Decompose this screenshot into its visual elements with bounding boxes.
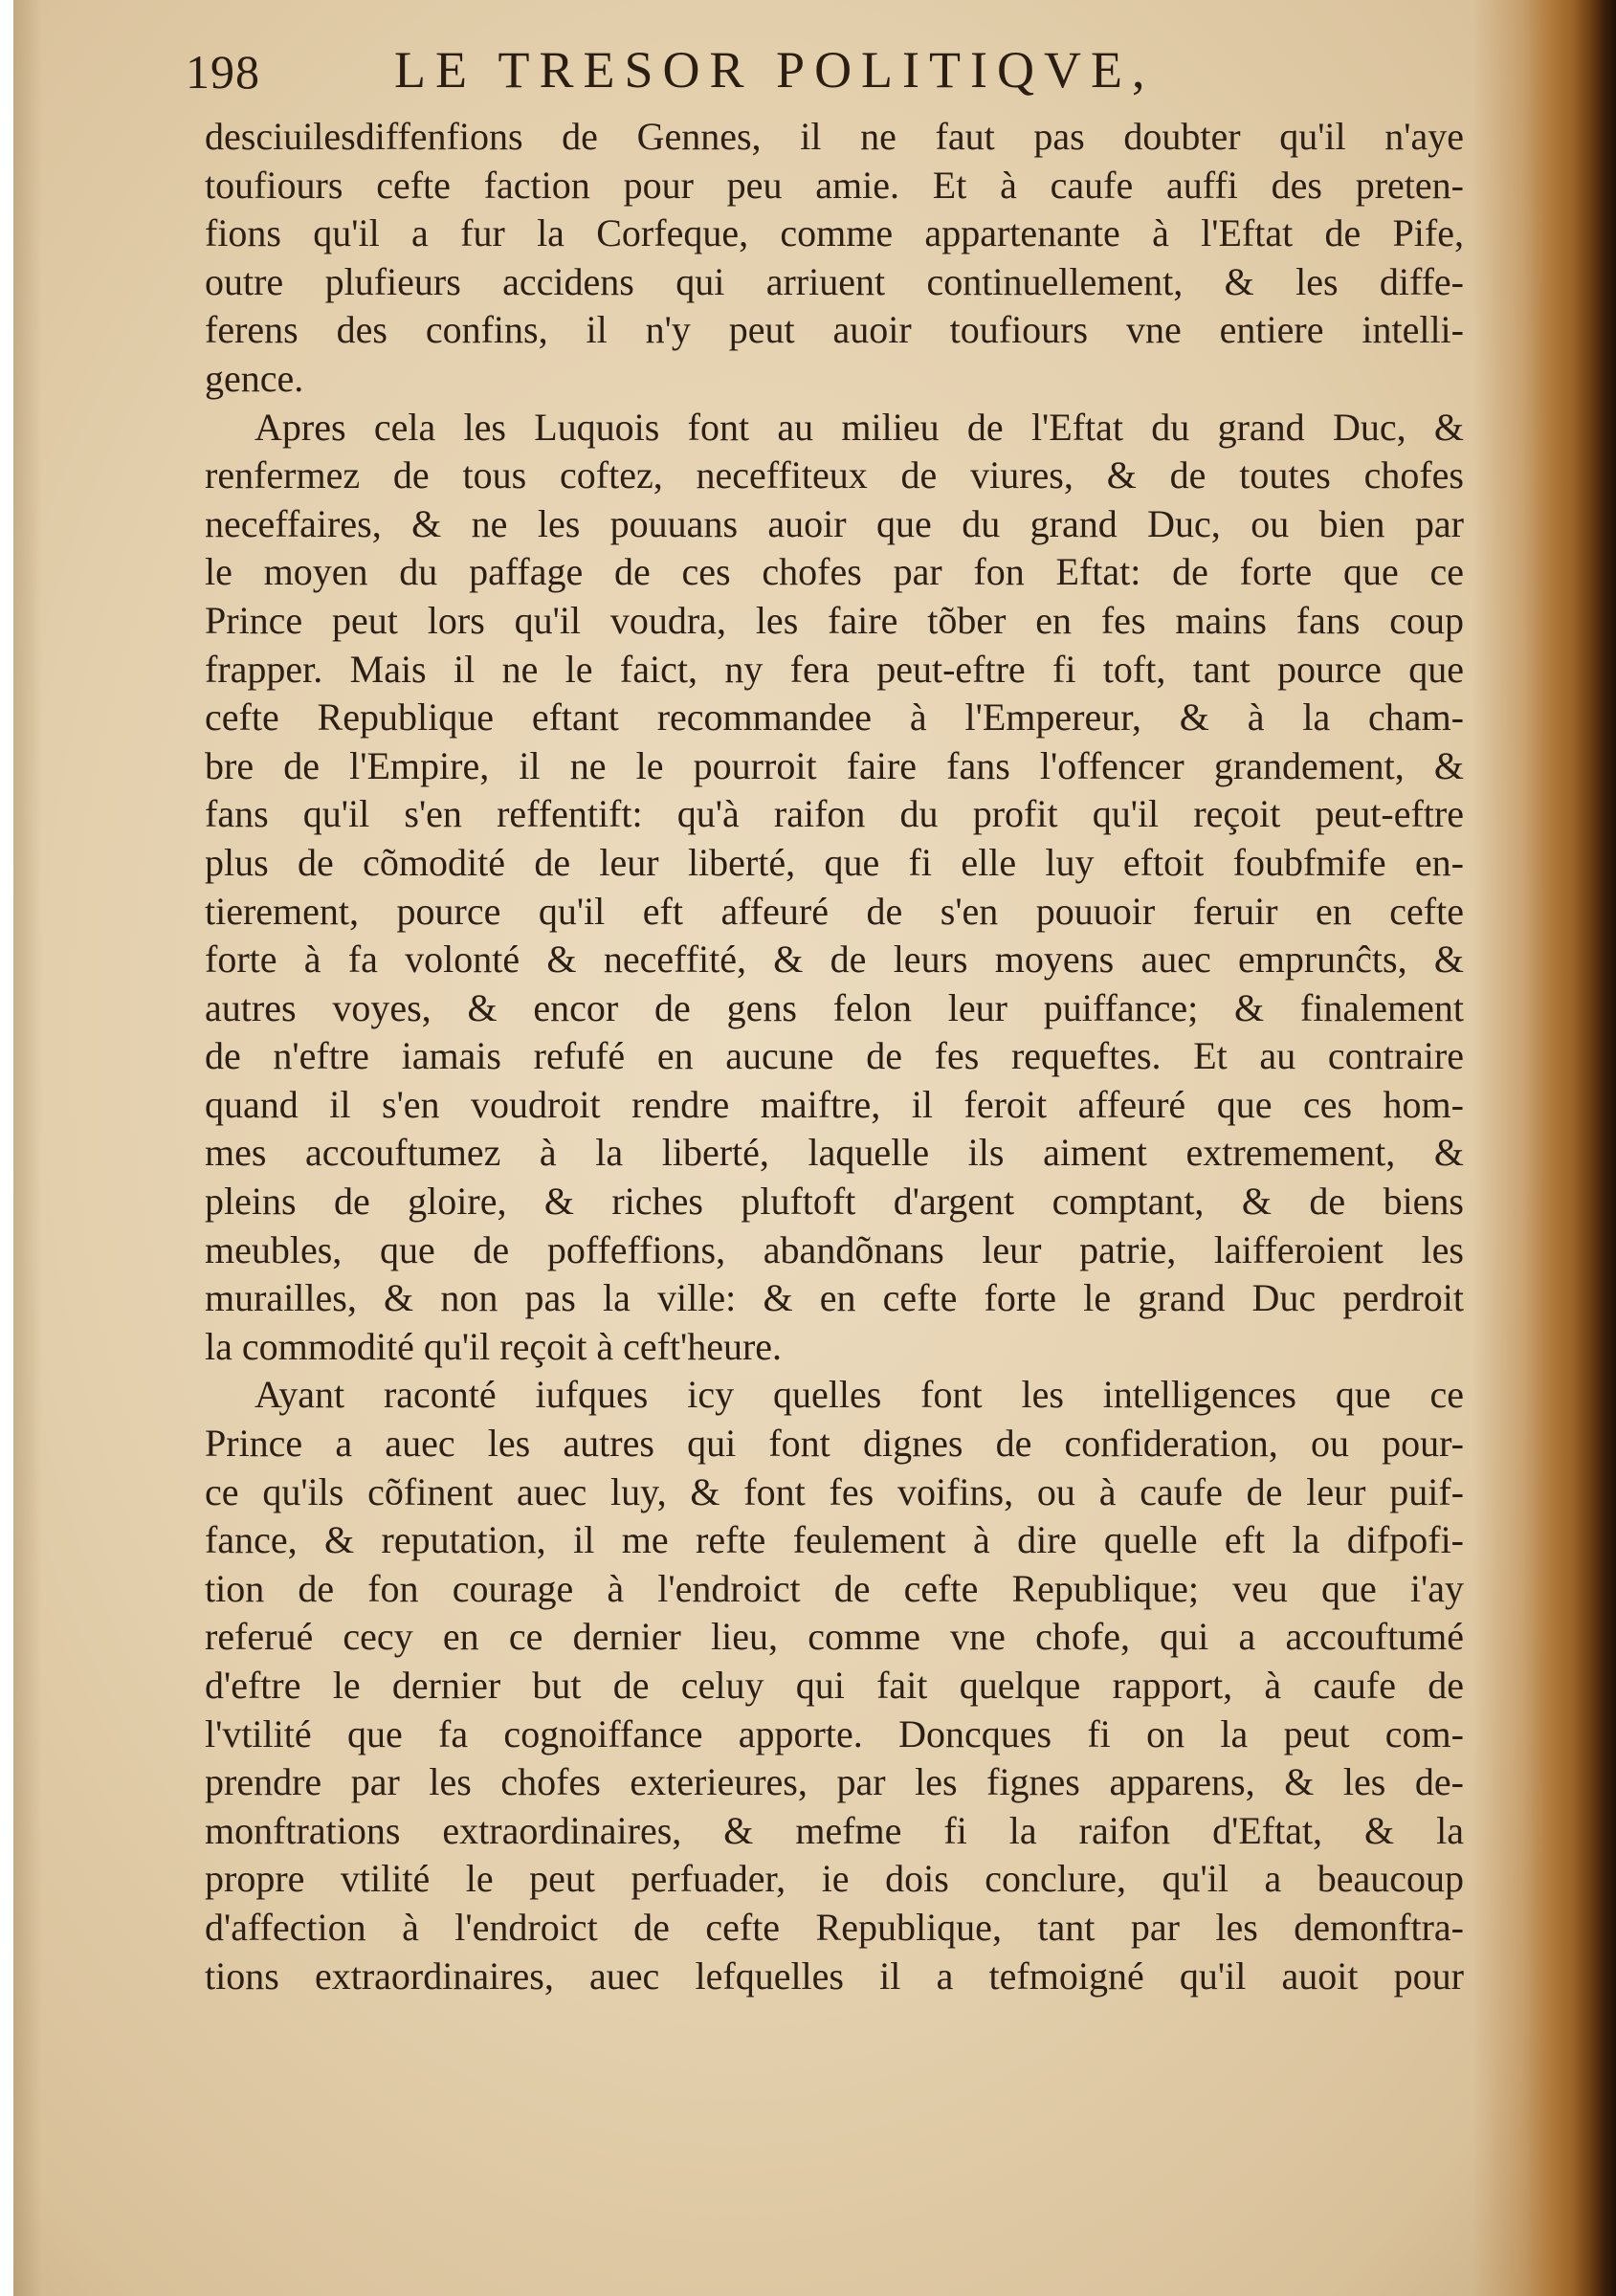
text-line: tions extraordinaires, auec lefquelles il a tefmoigné qu'il auoit pour bbox=[205, 1954, 1464, 1998]
text-line: la commodité qu'il reçoit à ceft'heure. bbox=[205, 1324, 783, 1368]
text-line: propre vtilité le peut perfuader, ie dois conclure, qu'il a beaucoup bbox=[205, 1857, 1464, 1901]
text-line: l'vtilité que fa cognoiffance apporte. Doncques fi on la peut com- bbox=[205, 1711, 1464, 1755]
text-line: outre plufieurs accidens qui arriuent continuellement, & les diffe- bbox=[205, 259, 1464, 303]
paragraph bbox=[205, 1371, 1464, 2000]
text-line: quand il s'en voudroit rendre maiftre, il feroit affeuré que ces hom- bbox=[205, 1082, 1464, 1126]
text-line: Prince peut lors qu'il voudra, les faire tõber en fes mains fans coup bbox=[205, 598, 1464, 642]
text-line: referué cecy en ce dernier lieu, comme vne chofe, qui a accouftumé bbox=[205, 1615, 1464, 1659]
running-title: LE TRESOR POLITIQVE, bbox=[394, 41, 1155, 99]
text-line: autres voyes, & encor de gens felon leur puiffance; & finalement bbox=[205, 985, 1464, 1029]
text-line: Apres cela les Luquois font au milieu de l'Eftat du grand Duc, & bbox=[255, 405, 1464, 449]
text-line: murailles, & non pas la ville: & en cefte forte le grand Duc perdroit bbox=[205, 1276, 1464, 1320]
text-line: Ayant raconté iufques icy quelles font les intelligences que ce bbox=[255, 1373, 1464, 1417]
text-line: toufiours cefte faction pour peu amie. Et à caufe auffi des preten- bbox=[205, 163, 1464, 207]
text-line: mes accouftumez à la liberté, laquelle ils aiment extremement, & bbox=[205, 1131, 1464, 1175]
text-line: Prince a auec les autres qui font dignes de confideration, ou pour- bbox=[205, 1422, 1464, 1466]
text-line: tion de fon courage à l'endroict de cefte Republique; veu que i'ay bbox=[205, 1566, 1464, 1610]
paragraph bbox=[205, 113, 1464, 404]
text-line: gence. bbox=[205, 356, 304, 400]
paragraph bbox=[205, 404, 1464, 1372]
body-text bbox=[205, 113, 1464, 2000]
text-line: pleins de gloire, & riches pluftoft d'argent comptant, & de biens bbox=[205, 1180, 1464, 1224]
text-line: ferens des confins, il n'y peut auoir toufiours vne entiere intelli- bbox=[205, 308, 1464, 352]
text-line: d'affection à l'endroict de cefte Republique, tant par les demonftra- bbox=[205, 1905, 1464, 1949]
text-line: bre de l'Empire, il ne le pourroit faire fans l'offencer grandement, & bbox=[205, 743, 1464, 787]
text-line: fans qu'il s'en reffentift: qu'à raifon du profit qu'il reçoit peut-eftre bbox=[205, 792, 1464, 836]
text-line: meubles, que de poffeffions, abandõnans leur patrie, laifferoient les bbox=[205, 1227, 1464, 1271]
book-page bbox=[13, 0, 1616, 2296]
text-line: cefte Republique eftant recommandee à l'Empereur, & à la cham- bbox=[205, 695, 1464, 740]
text-line: fions qu'il a fur la Corfeque, comme appartenante à l'Eftat de Pife, bbox=[205, 211, 1464, 255]
text-line: frapper. Mais il ne le faict, ny fera peut-eftre fi toft, tant pource que bbox=[205, 647, 1464, 691]
text-line: monftrations extraordinaires, & mefme fi la raifon d'Eftat, & la bbox=[205, 1808, 1464, 1852]
page-number: 198 bbox=[186, 45, 260, 99]
text-line: fance, & reputation, il me refte feulement à dire quelle eft la difpofi- bbox=[205, 1518, 1464, 1562]
text-line: desciuilesdiffenfions de Gennes, il ne faut pas doubter qu'il n'aye bbox=[205, 115, 1464, 158]
text-line: ce qu'ils cõfinent auec luy, & font fes voifins, ou à caufe de leur puif- bbox=[205, 1469, 1464, 1513]
text-line: forte à fa volonté & neceffité, & de leurs moyens auec emprunĉts, & bbox=[205, 938, 1464, 982]
text-line: d'eftre le dernier but de celuy qui fait quelque rapport, à caufe de bbox=[205, 1664, 1464, 1707]
text-line: plus de cõmodité de leur liberté, que fi elle luy eftoit foubfmife en- bbox=[205, 840, 1464, 884]
text-line: prendre par les chofes exterieures, par les fignes apparens, & les de- bbox=[205, 1760, 1464, 1804]
text-line: de n'eftre iamais refufé en aucune de fes requeftes. Et au contraire bbox=[205, 1034, 1464, 1078]
text-line: neceffaires, & ne les pouuans auoir que du grand Duc, ou bien par bbox=[205, 501, 1464, 545]
text-line: le moyen du paffage de ces chofes par fon Eftat: de forte que ce bbox=[205, 550, 1464, 594]
page-header bbox=[166, 40, 1487, 107]
text-line: renfermez de tous coftez, neceffiteux de viures, & de toutes chofes bbox=[205, 453, 1464, 497]
text-line: tierement, pource qu'il eft affeuré de s'en pouuoir feruir en cefte bbox=[205, 889, 1464, 933]
book-spine-shadow bbox=[1472, 0, 1616, 2296]
page-edge-shadow bbox=[13, 0, 42, 2296]
